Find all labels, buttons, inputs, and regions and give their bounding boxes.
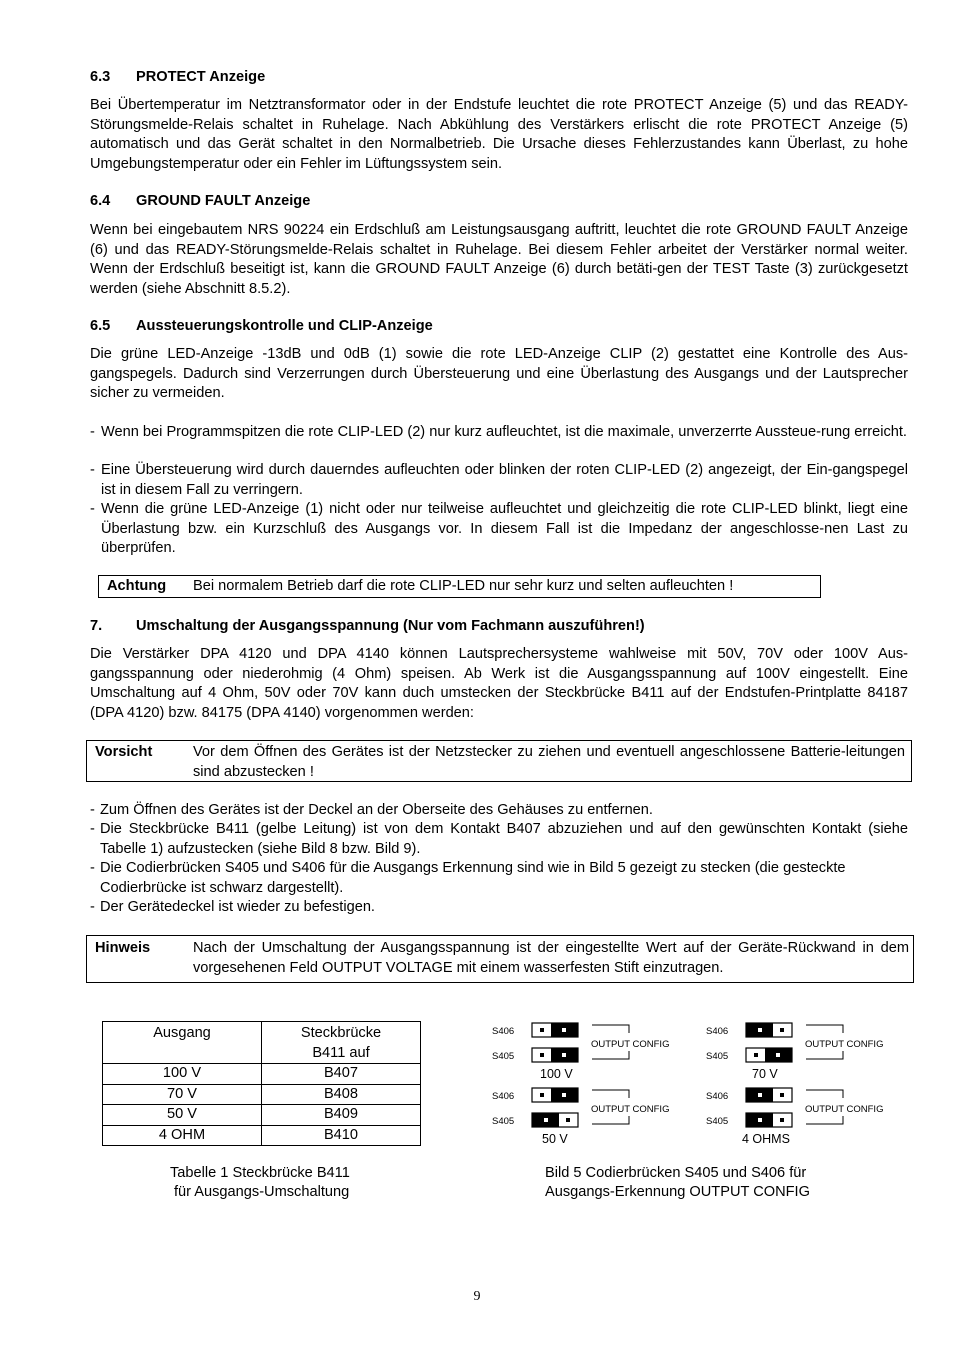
table-header-line: Steckbrücke [300, 1025, 382, 1041]
section-6-4-number: 6.4 [90, 193, 111, 209]
section-6-4-body: Wenn bei eingebautem NRS 90224 ein Erdschluß am Leistungsausgang auftritt, leuchtet die rote GROUND FAULT Anzeige (6) und das READY-Störungsmelde-Relais schaltet in Ruhelage. Bei diesem Fehler arbeitet der Verstärker normal weiter. Wenn der Erdschluß beseitigt ist, kann die GROUND FAULT Anzeige (6) durch betäti-gen der TEST Taste (3) zurückgesetzt werden (siehe Abschnitt 8.5.2). [90, 222, 908, 297]
jumper-group-4ohms [706, 1088, 883, 1146]
table-cell: B409 [262, 1105, 421, 1126]
jumper-s406 [532, 1023, 578, 1037]
jumper-group-50v [492, 1088, 669, 1146]
output-config-label: OUTPUT CONFIG [591, 1104, 670, 1115]
output-table [102, 1021, 421, 1146]
table-cell: 50 V [103, 1105, 262, 1126]
section-6-5-body: Die grüne LED-Anzeige -13dB und 0dB (1) sowie die rote LED-Anzeige CLIP (2) gestattet eine Kontrolle des Aus-gangspegels. Dadurch sind Verzerrungen durch Übersteuerung und eine Überlastung des Ausgangs und der Lautsprecher sicher zu vermeiden. [90, 346, 908, 401]
list-item: - Die Steckbrücke B411 (gelbe Leitung) ist von dem Kontakt B407 abzuziehen und auf den gewünschten Kontakt (siehe Tabelle 1) aufzustecken (siehe Bild 8 bzw. Bild 9). [90, 820, 908, 859]
step-text: Zum Öffnen des Gerätes ist der Deckel an der Oberseite des Gehäuses zu entfernen. [100, 802, 653, 818]
jumper-group-100v [492, 1023, 669, 1081]
hinweis-text: Nach der Umschaltung der Ausgangsspannung ist der eingestellte Wert auf der Geräte-Rückwand in dem vorgesehenen Feld OUTPUT VOLTAGE mit einem wasserfesten Stift einzutragen. [193, 940, 909, 976]
section-6-4-title: GROUND FAULT Anzeige [136, 193, 311, 209]
jumper-s406 [532, 1088, 578, 1102]
table-caption-line1: Tabelle 1 Steckbrücke B411 [170, 1165, 350, 1181]
s406-label: S406 [706, 1091, 729, 1102]
figure-caption-line2: Ausgangs-Erkennung OUTPUT CONFIG [545, 1184, 810, 1200]
step-text: Der Gerätedeckel ist wieder zu befestigen. [100, 899, 375, 915]
setting-label-50v: 50 V [542, 1132, 568, 1146]
table-cell: 70 V [103, 1084, 262, 1105]
s405-label: S405 [706, 1116, 729, 1127]
section-7-body: Die Verstärker DPA 4120 und DPA 4140 können Lautsprechersysteme wahlweise mit 50V, 70V oder 100V Aus-gangsspannung oder niederohmig (4 Ohm) speisen. Ab Werk ist die Ausgangsspannung auf 100V eingestellt. Eine Umschaltung auf 4 Ohm, 50V oder 70V kann duch umstecken der Steckbrücke B411 auf der Endstufen-Printplatte 84187 (DPA 4120) bzw. 84175 (DPA 4140) vorgenommen werden: [90, 646, 908, 721]
table-header-ausgang: Ausgang [103, 1022, 262, 1064]
list-item: - Wenn bei Programmspitzen die rote CLIP-LED (2) nur kurz aufleuchtet, ist die maximale, unverzerrte Aussteue-rung erreicht. [90, 423, 908, 443]
bullet-text: Wenn bei Programmspitzen die rote CLIP-LED (2) nur kurz aufleuchtet, ist die maximale, unverzerrte Aussteue-rung erreicht. [101, 424, 907, 440]
jumper-s405 [532, 1048, 578, 1062]
figure-caption-line1: Bild 5 Codierbrücken S405 und S406 für [545, 1165, 807, 1181]
hinweis-label: Hinweis [95, 940, 151, 956]
section-6-3-number: 6.3 [90, 69, 111, 85]
table-row [103, 1105, 421, 1126]
output-config-label: OUTPUT CONFIG [805, 1104, 884, 1115]
vorsicht-box [86, 740, 912, 782]
list-item: - Wenn die grüne LED-Anzeige (1) nicht oder nur teilweise aufleuchtet und gleichzeitig die rote CLIP-LED blinkt, liegt eine Überlastung bzw. ein Kurzschluß des Ausgangs vor. In diesem Fall ist die Impedanz der angeschlosse-nen Last zu überprüfen. [90, 500, 908, 559]
jumper-s406 [746, 1088, 792, 1102]
section-7-title: Umschaltung der Ausgangsspannung (Nur vom Fachmann auszuführen!) [136, 618, 645, 634]
jumper-s406 [746, 1023, 792, 1037]
section-6-3-title: PROTECT Anzeige [136, 69, 266, 85]
achtung-label: Achtung [107, 578, 167, 594]
setting-label-100v: 100 V [540, 1067, 573, 1081]
step-text: Die Steckbrücke B411 (gelbe Leitung) ist von dem Kontakt B407 abzuziehen und auf den gewünschten Kontakt (siehe Tabelle 1) aufzustecken (siehe Bild 8 bzw. Bild 9). [100, 821, 908, 857]
jumper-group-70v [706, 1023, 883, 1081]
s405-label: S405 [492, 1051, 515, 1062]
list-item: - Der Gerätedeckel ist wieder zu befestigen. [90, 898, 908, 918]
table-row [103, 1125, 421, 1146]
vorsicht-label: Vorsicht [95, 744, 153, 760]
list-item: - Zum Öffnen des Gerätes ist der Deckel an der Oberseite des Gehäuses zu entfernen. [90, 801, 908, 821]
list-item: - Die Codierbrücken S405 und S406 für die Ausgangs Erkennung sind wie in Bild 5 gezeigt zu stecken (die gesteckte Codierbrücke ist schwarz dargestellt). [90, 859, 850, 898]
setting-label-70v: 70 V [752, 1067, 778, 1081]
table-cell: B408 [262, 1084, 421, 1105]
jumper-s405 [532, 1113, 578, 1127]
section-6-5-number: 6.5 [90, 318, 111, 334]
output-config-label: OUTPUT CONFIG [805, 1039, 884, 1050]
achtung-box [98, 575, 821, 598]
vorsicht-text: Vor dem Öffnen des Gerätes ist der Netzstecker zu ziehen und eventuell angeschlossene Batterie-leitungen sind abzustecken ! [193, 744, 905, 780]
section-6-5-title: Aussteuerungskontrolle und CLIP-Anzeige [136, 318, 433, 334]
list-item: - Eine Übersteuerung wird durch dauerndes aufleuchten oder blinken der roten CLIP-LED (2) angezeigt, der Ein-gangspegel ist in diesem Fall zu verringern. [90, 461, 908, 500]
table-row [103, 1084, 421, 1105]
bullet-text: Wenn die grüne LED-Anzeige (1) nicht oder nur teilweise aufleuchtet und gleichzeitig die rote CLIP-LED blinkt, liegt eine Überlastung bzw. ein Kurzschluß des Ausgangs vor. In diesem Fall ist die Impedanz der angeschlosse-nen Last zu überprüfen. [101, 501, 908, 556]
s405-label: S405 [706, 1051, 729, 1062]
s406-label: S406 [492, 1091, 515, 1102]
bullet-text: Eine Übersteuerung wird durch dauerndes aufleuchten oder blinken der roten CLIP-LED (2) angezeigt, der Ein-gangspegel ist in diesem Fall zu verringern. [101, 462, 908, 498]
step-text: Die Codierbrücken S405 und S406 für die Ausgangs Erkennung sind wie in Bild 5 gezeigt zu stecken (die gesteckte Codierbrücke ist schwarz dargestellt). [100, 860, 846, 896]
table-cell: B410 [262, 1125, 421, 1146]
s406-label: S406 [492, 1026, 515, 1037]
section-6-3-body: Bei Übertemperatur im Netztransformator oder in der Endstufe leuchtet die rote PROTECT Anzeige (5) und das READY-Störungsmelde-Relais schaltet in Ruhelage. Nach Abkühlung des Verstärkers erlischt die rote PROTECT Anzeige (5) automatisch und das Gerät schaltet in den Normalbetrieb. Die Ursache dieses Fehlerzustandes kann Überlast, zu hohe Umgebungstemperatur oder ein Fehler im Lüftungssystem sein. [90, 97, 908, 172]
s406-label: S406 [706, 1026, 729, 1037]
table-row [103, 1064, 421, 1085]
table-cell: B407 [262, 1064, 421, 1085]
table-header-line: B411 auf [312, 1044, 370, 1061]
table-cell: 4 OHM [103, 1125, 262, 1146]
page-number: 9 [473, 1289, 481, 1304]
hinweis-box [86, 935, 914, 983]
setting-label-4ohms: 4 OHMS [742, 1132, 790, 1146]
table-header-steckbruecke [262, 1022, 421, 1064]
jumper-s405 [746, 1113, 792, 1127]
table-cell: 100 V [103, 1064, 262, 1085]
jumper-s405 [746, 1048, 792, 1062]
coding-bridge-figure [484, 1016, 894, 1151]
achtung-text: Bei normalem Betrieb darf die rote CLIP-LED nur sehr kurz und selten aufleuchten ! [193, 578, 734, 594]
s405-label: S405 [492, 1116, 515, 1127]
table-caption-line2: für Ausgangs-Umschaltung [174, 1184, 350, 1200]
section-7-number: 7. [90, 618, 103, 634]
output-config-label: OUTPUT CONFIG [591, 1039, 670, 1050]
